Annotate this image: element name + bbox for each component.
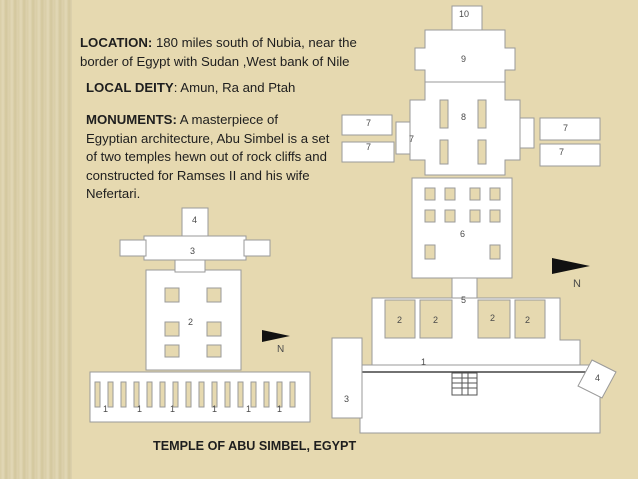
room-label-7: 7 (366, 142, 372, 152)
room-label-2: 2 (433, 315, 439, 325)
small-temple-plan (90, 208, 310, 422)
room-label-6: 6 (460, 229, 466, 239)
great-temple-side-room-7 (540, 118, 600, 140)
great-temple-chapel-3 (332, 338, 362, 418)
figure-caption: TEMPLE OF ABU SIMBEL, EGYPT (153, 439, 357, 453)
great-temple-side-room-7 (396, 122, 410, 154)
facade-label-1: 1 (277, 404, 283, 414)
great-temple-side-room-7 (540, 144, 600, 166)
small-temple-north-arrow (262, 330, 290, 342)
small-temple-side-chamber (244, 240, 270, 256)
local-deity-label: LOCAL DEITY (86, 80, 174, 95)
small-temple-hall (146, 270, 241, 370)
room-label-7: 7 (366, 118, 372, 128)
room-label-7: 7 (409, 134, 415, 144)
facade-label-1: 1 (137, 404, 143, 414)
great-temple-forecourt (360, 365, 600, 433)
room-label-4: 4 (595, 373, 601, 383)
monuments-value: A masterpiece of Egyptian architecture, Abu Simbel is a set of two temples hewn out of rock cliffs and constructed for Ramses II and his wife Nefertari. (86, 112, 330, 201)
monuments-text (86, 111, 331, 204)
room-label-3: 3 (190, 246, 196, 256)
facade-label-1: 1 (212, 404, 218, 414)
room-label-7: 7 (563, 123, 569, 133)
location-label: LOCATION: (80, 35, 153, 50)
location-text (80, 33, 390, 71)
room-label-10: 10 (459, 9, 470, 19)
great-temple-stairs (452, 373, 477, 395)
room-label-2: 2 (490, 313, 496, 323)
room-label-9: 9 (461, 54, 467, 64)
small-temple-side-chamber (120, 240, 146, 256)
room-label-2: 2 (188, 317, 194, 327)
local-deity-text (86, 80, 295, 95)
great-temple-room-8 (410, 82, 520, 175)
great-temple-north-label: N (573, 278, 581, 290)
room-label-4: 4 (192, 215, 198, 225)
great-temple-north-arrow (552, 258, 590, 274)
facade-label-1: 1 (246, 404, 252, 414)
room-label-5: 5 (461, 295, 467, 305)
room-label-1: 1 (421, 357, 427, 367)
room-label-2: 2 (525, 315, 531, 325)
room-label-3: 3 (344, 394, 350, 404)
room-label-2: 2 (397, 315, 403, 325)
room-label-8: 8 (461, 112, 467, 122)
facade-label-1: 1 (103, 404, 109, 414)
monuments-label: MONUMENTS: (86, 112, 177, 127)
great-temple-side-room-7 (520, 118, 534, 148)
room-label-7: 7 (559, 147, 565, 157)
local-deity-value: : Amun, Ra and Ptah (173, 80, 296, 95)
facade-label-1: 1 (170, 404, 176, 414)
small-temple-north-label: N (277, 344, 285, 355)
location-value: 180 miles south of Nubia, near the border of Egypt with Sudan ,West bank of Nile (80, 35, 357, 69)
